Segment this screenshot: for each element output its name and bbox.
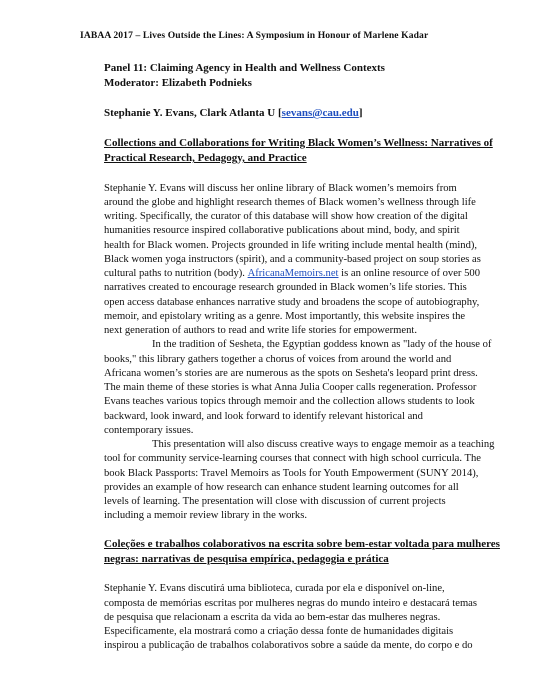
author-name: Stephanie Y. Evans, Clark Atlanta U [ <box>104 107 282 119</box>
en-p3-line: levels of learning. The presentation will close with discussion of current projects <box>104 496 446 507</box>
en-p3-line: including a memoir review library in the works. <box>104 510 307 521</box>
author-email-link[interactable]: sevans@cau.edu <box>281 107 359 119</box>
pt-title-line: Coleções e trabalhos colaborativos na escrita sobre bem-estar voltada para mulheres <box>104 538 500 550</box>
en-p3-line: provides an example of how research can enhance student learning outcomes for all <box>104 482 459 493</box>
en-p1-line: memoir, and epistolary writing as a genre. Most importantly, this website inspires the <box>104 311 466 322</box>
en-p1-line: writing. Specifically, the curator of this database will show how creation of the digital <box>104 211 468 222</box>
en-p2-line: contemporary issues. <box>104 425 194 436</box>
pt-p1-line: de pesquisa que relacionam a escrita da vida ao bem-estar das mulheres negras. <box>104 612 441 623</box>
en-p3-line: This presentation will also discuss creative ways to engage memoir as a teaching <box>152 439 495 450</box>
en-p1-text: cultural paths to nutrition (body). <box>104 268 245 279</box>
en-p1-line: Black women yoga instructors (spirit), and a community-based project on soup stories as <box>104 254 481 265</box>
en-p1-line: narratives created to encourage research grounded in Black women’s life stories. This <box>104 282 467 293</box>
en-p2-line: In the tradition of Sesheta, the Egyptian goddess known as "lady of the house of <box>152 339 492 350</box>
author-bracket: ] <box>358 107 363 119</box>
en-p2-line: The main theme of these stories is what Anna Julia Cooper calls regeneration. Professor <box>104 382 477 393</box>
en-p1-line: open access database enhances narrative study and broadens the scope of autobiography, <box>104 297 480 308</box>
en-p2-line: Africana women’s stories are are numerous as the spots on Sesheta's leopard print dress. <box>104 368 478 379</box>
en-p1-line: humanities resource inspired collaborative publications about mind, body, and spirit <box>104 225 460 236</box>
en-p1-line: health for Black women. Projects grounded in life writing include mental health (mind), <box>104 240 478 251</box>
en-p3-line: book Black Passports: Travel Memoirs as Tools for Youth Empowerment (SUNY 2014), <box>104 468 479 479</box>
en-p3-line: tool for community service-learning courses that connect with high school curricula. The <box>104 453 481 464</box>
en-p1-line: next generation of authors to read and write life stories for empowerment. <box>104 325 417 336</box>
moderator: Moderator: Elizabeth Podnieks <box>104 77 252 89</box>
en-p2-line: Evans teaches various topics through memoir and the collection allows students to look <box>104 396 475 407</box>
en-title-line: Collections and Collaborations for Writing Black Women’s Wellness: Narratives of <box>104 137 493 149</box>
en-p2-line: backward, look inward, and look forward to identify relevant historical and <box>104 411 423 422</box>
running-header: IABAA 2017 – Lives Outside the Lines: A Symposium in Honour of Marlene Kadar <box>80 30 429 41</box>
pt-title-line: negras: narrativas de pesquisa empírica, pedagogia e prática <box>104 553 389 565</box>
pt-p1-line: composta de memórias escritas por mulheres negras do mundo inteiro e destacará temas <box>104 598 478 609</box>
en-p1-line: around the globe and highlight research themes of Black women’s wellness through life <box>104 197 476 208</box>
en-title-line: Practical Research, Pedagogy, and Practice <box>104 152 307 164</box>
en-p2-line: books," this library gathers together a chorus of voices from around the world and <box>104 354 452 365</box>
en-p1-text: is an online resource of over 500 <box>338 268 481 279</box>
africana-memoirs-link[interactable]: AfricanaMemoirs.net <box>247 268 339 279</box>
panel-title: Panel 11: Claiming Agency in Health and Wellness Contexts <box>104 62 385 74</box>
en-p1-line: Stephanie Y. Evans will discuss her online library of Black women’s memoirs from <box>104 183 457 194</box>
en-p1-line <box>104 267 480 281</box>
pt-p1-line: Especificamente, ela mostrará como a criação dessa fonte de humanidades digitais <box>104 626 454 637</box>
author-line <box>104 106 363 120</box>
pt-p1-line: inspirou a publicação de trabalhos colaborativos sobre a saúde da mente, do corpo e do <box>104 640 473 651</box>
pt-p1-line: Stephanie Y. Evans discutirá uma biblioteca, curada por ela e disponível on-line, <box>104 583 445 594</box>
